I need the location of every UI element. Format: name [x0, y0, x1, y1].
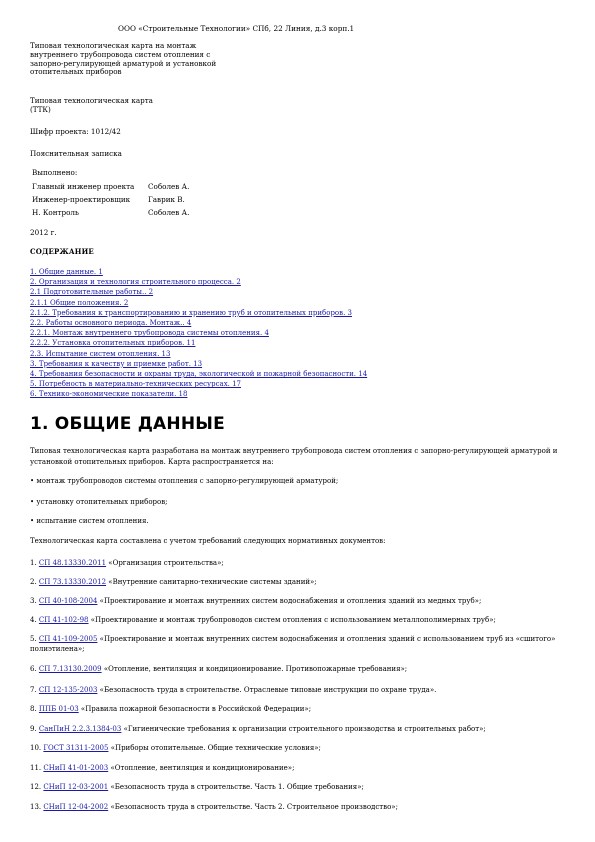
title-line: внутреннего трубопровода систем отопления с: [30, 49, 211, 59]
normative-doc-item: [30, 802, 570, 812]
ttk-line: Типовая технологическая карта: [30, 96, 153, 105]
section-heading: 1. ОБЩИЕ ДАННЫЕ: [30, 414, 225, 434]
doc-link[interactable]: СП 48.13330.2011: [38, 559, 107, 567]
executor-name: Гаврик В.: [148, 195, 185, 204]
doc-title: «Отопление, вентиляция и кондиционирование»;: [110, 764, 295, 772]
title-line: запорно-регулирующей арматурой и установкой: [30, 58, 217, 68]
toc-link[interactable]: 2.2. Работы основного периода. Монтаж.. 4: [30, 319, 192, 328]
scope-bullet: • испытание систем отопления.: [30, 517, 149, 525]
executor-role: Н. Контроль: [32, 208, 79, 217]
normative-doc-item: [30, 704, 570, 714]
toc-link[interactable]: 6. Технико-экономические показатели. 18: [30, 390, 188, 399]
doc-number: 12.: [30, 783, 42, 791]
normative-doc-item: [30, 664, 570, 674]
executor-role: Главный инженер проекта: [32, 182, 135, 191]
doc-number: 5.: [30, 635, 37, 643]
executor-row: [32, 193, 189, 206]
toc-link[interactable]: 2.1.2. Требования к транспортированию и хранению труб и отопительных приборов. 3: [30, 308, 352, 317]
project-code: Шифр проекта: 1012/42: [30, 127, 121, 136]
normative-doc-item: [30, 577, 570, 587]
document-title: [30, 42, 216, 77]
title-line: Типовая технологическая карта на монтаж: [30, 41, 197, 50]
toc-link[interactable]: 2.1.1 Общие положения. 2: [30, 298, 129, 307]
compiled-note: Технологическая карта составлена с учетом требований следующих нормативных документов:: [30, 537, 386, 545]
explanatory-note-label: Пояснительная записка: [30, 149, 122, 158]
executed-by-table: [32, 180, 189, 219]
doc-link[interactable]: СНиП 41-01-2003: [43, 764, 109, 772]
table-of-contents: [30, 267, 367, 400]
doc-title: «Проектирование и монтаж трубопроводов систем отопления с использованием металлополимерных труб»;: [90, 616, 496, 624]
doc-link[interactable]: СП 40-108-2004: [38, 597, 98, 605]
normative-doc-item: [30, 596, 570, 606]
doc-title: «Безопасность труда в строительстве. Часть 1. Общие требования»;: [110, 783, 364, 791]
doc-link[interactable]: СП 7.13130.2009: [38, 665, 102, 673]
executor-row: [32, 180, 189, 193]
intro-paragraph: Типовая технологическая карта разработана на монтаж внутреннего трубопровода систем отопления с запорно-регулирующей арматурой и установкой отопительных приборов. Карта распространяется на:: [30, 447, 558, 466]
executor-name: Соболев А.: [148, 182, 190, 191]
doc-number: 2.: [30, 578, 37, 586]
doc-number: 11.: [30, 764, 42, 772]
doc-number: 7.: [30, 686, 37, 694]
toc-link[interactable]: 4. Требования безопасности и охраны труда, экологической и пожарной безопасности. 14: [30, 370, 368, 379]
scope-bullet: • установку отопительных приборов;: [30, 498, 168, 506]
toc-link[interactable]: 5. Потребность в материально-технических ресурсах. 17: [30, 380, 242, 389]
executed-by-title: Выполнено:: [32, 168, 78, 177]
doc-number: 8.: [30, 705, 37, 713]
executor-row: [32, 206, 189, 219]
doc-link[interactable]: ГОСТ 31311-2005: [43, 744, 109, 752]
doc-link[interactable]: СП 41-109-2005: [38, 635, 98, 643]
toc-link[interactable]: 1. Общие данные. 1: [30, 268, 103, 276]
doc-number: 9.: [30, 725, 37, 733]
doc-title: «Гигиенические требования к организации строительного производства и строительных работ»;: [123, 725, 486, 733]
doc-title: «Проектирование и монтаж внутренних систем водоснабжения и отопления зданий из медных труб»;: [99, 597, 482, 605]
normative-doc-item: [30, 782, 570, 792]
doc-title: «Безопасность труда в строительстве. Часть 2. Строительное производство»;: [110, 803, 398, 811]
toc-link[interactable]: 3. Требования к качеству и приемке работ. 13: [30, 359, 203, 368]
normative-doc-item: [30, 743, 570, 753]
doc-number: 10.: [30, 744, 42, 752]
doc-title: «Безопасность труда в строительстве. Отраслевые типовые инструкции по охране труда».: [99, 686, 437, 694]
ttk-line: (ТТК): [30, 105, 51, 114]
toc-heading: СОДЕРЖАНИЕ: [30, 247, 94, 256]
doc-link[interactable]: СП 73.13330.2012: [38, 578, 107, 586]
doc-link[interactable]: СП 12-135-2003: [38, 686, 98, 694]
normative-doc-item: [30, 558, 570, 568]
normative-doc-item: [30, 634, 570, 654]
doc-link[interactable]: СП 41-102-98: [38, 616, 89, 624]
doc-link[interactable]: СНиП 12-04-2002: [43, 803, 109, 811]
doc-number: 6.: [30, 665, 37, 673]
doc-title: «Проектирование и монтаж внутренних систем водоснабжения и отопления зданий с использованием труб из «сшитого» полиэтилена»;: [30, 635, 556, 653]
executor-name: Соболев А.: [148, 208, 190, 217]
toc-link[interactable]: 2.1 Подготовительные работы.. 2: [30, 288, 154, 297]
scope-bullet: • монтаж трубопроводов системы отопления с запорно-регулирующей арматурой;: [30, 477, 339, 485]
toc-link[interactable]: 2.3. Испытание систем отопления. 13: [30, 349, 171, 358]
doc-title: «Внутренние санитарно-технические системы зданий»;: [108, 578, 317, 586]
doc-title: «Правила пожарной безопасности в Российской Федерации»;: [80, 705, 312, 713]
normative-doc-item: [30, 763, 570, 773]
doc-link[interactable]: СанПиН 2.2.3.1384-03: [38, 725, 122, 733]
executor-role: Инженер-проектировщик: [32, 195, 131, 204]
document-year: 2012 г.: [30, 228, 57, 237]
doc-title: «Приборы отопительные. Общие технические условия»;: [110, 744, 321, 752]
doc-link[interactable]: СНиП 12-03-2001: [43, 783, 109, 791]
doc-link[interactable]: ППБ 01-03: [38, 705, 79, 713]
doc-title: «Организация строительства»;: [108, 559, 224, 567]
toc-link[interactable]: 2. Организация и технология строительного процесса. 2: [30, 278, 241, 287]
normative-doc-item: [30, 615, 570, 625]
toc-link[interactable]: 2.2.2. Установка отопительных приборов. 11: [30, 339, 196, 348]
organization-header: ООО «Строительные Технологии» СПб, 22 Линия, д.3 корп.1: [118, 24, 355, 33]
doc-number: 13.: [30, 803, 42, 811]
toc-link[interactable]: 2.2.1. Монтаж внутреннего трубопровода системы отопления. 4: [30, 329, 269, 338]
doc-title: «Отопление, вентиляция и кондиционирование. Противопожарные требования»;: [103, 665, 408, 673]
doc-number: 3.: [30, 597, 37, 605]
doc-number: 1.: [30, 559, 37, 567]
title-line: отопительных приборов: [30, 67, 122, 77]
doc-number: 4.: [30, 616, 37, 624]
ttk-title: [30, 96, 153, 114]
normative-doc-item: [30, 685, 570, 695]
normative-doc-item: [30, 724, 570, 734]
